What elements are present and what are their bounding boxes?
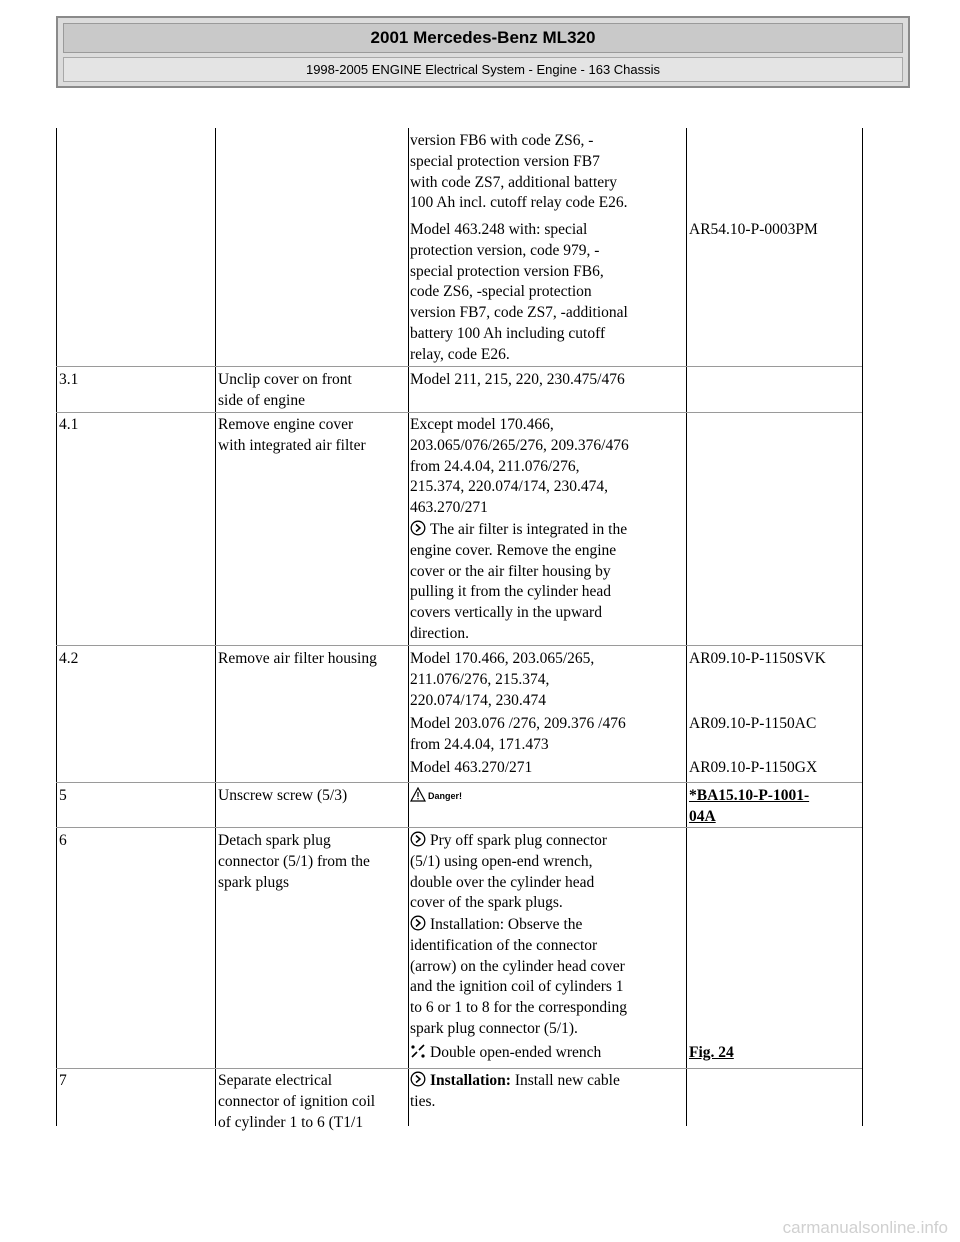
document-title: 2001 Mercedes-Benz ML320 <box>63 23 903 53</box>
cell-note: Installation: Install new cable ties. <box>410 1072 620 1110</box>
cell-tool: Double open-ended wrench <box>410 1043 601 1064</box>
cell-note: version FB6 with code ZS6, - special protection version FB7 with code ZS7, additional battery 100 Ah incl. cutoff relay code E26. <box>410 132 628 212</box>
note-icon <box>410 1071 426 1087</box>
figure-link[interactable]: Fig. 24 <box>689 1044 734 1061</box>
row-divider <box>56 645 862 646</box>
cell-step: 6 <box>59 832 67 849</box>
cell-note: Model 463.248 with: special protection version, code 979, - special protection version FB6, code ZS6, -special protection version FB7, code ZS7, -additional battery 100 Ah including cutoff relay, code E26. <box>410 221 628 363</box>
cell-reference: AR09.10-P-1150AC <box>689 715 817 732</box>
row-divider <box>56 1068 862 1069</box>
cell-step: 3.1 <box>59 371 79 388</box>
cell-reference: AR09.10-P-1150SVK <box>689 650 826 667</box>
cell-note: The air filter is integrated in the engine cover. Remove the engine cover or the air filter housing by pulling it from the cylinder head covers vertically in the upward direction. <box>410 521 628 642</box>
cell-step: 4.1 <box>59 416 79 433</box>
column-divider <box>408 128 409 1126</box>
table-border-left <box>56 128 57 1126</box>
column-divider <box>686 128 687 1126</box>
cell-note: Pry off spark plug connector (5/1) using open-end wrench, double over the cylinder head cover of the spark plugs. <box>410 832 608 912</box>
cell-step: 4.2 <box>59 650 79 667</box>
cell-note: Model 170.466, 203.065/265, 211.076/276, 215.374, 220.074/174, 230.474 <box>410 650 595 709</box>
note-icon <box>410 831 426 847</box>
row-divider <box>56 412 862 413</box>
wrench-icon <box>410 1044 426 1059</box>
danger-note[interactable]: Danger! <box>410 786 462 807</box>
note-icon <box>410 915 426 931</box>
cell-action: Unclip cover on front side of engine <box>218 371 352 409</box>
cell-reference: AR54.10-P-0003PM <box>689 221 818 238</box>
row-divider <box>56 366 862 367</box>
cell-note: Installation: Observe the identification of the connector (arrow) on the cylinder head cover and the ignition coil of cylinders 1 to 6 or 1 to 8 for the corresponding spark plug connector (5/1). <box>410 916 627 1037</box>
row-divider <box>56 782 862 783</box>
cell-action: Remove engine cover with integrated air filter <box>218 416 366 454</box>
cell-note: Model 211, 215, 220, 230.475/476 <box>410 371 625 388</box>
cell-step: 5 <box>59 787 67 804</box>
table-border-right <box>862 128 863 1126</box>
cell-action: Separate electrical connector of ignition coil of cylinder 1 to 6 (T1/1 <box>218 1072 376 1131</box>
cell-note: Model 203.076 /276, 209.376 /476 from 24.4.04, 171.473 <box>410 715 626 753</box>
cell-note: Model 463.270/271 <box>410 759 533 776</box>
warning-triangle-icon <box>410 787 426 802</box>
column-divider <box>215 128 216 1126</box>
cell-note: Except model 170.466, 203.065/076/265/276, 209.376/476 from 24.4.04, 211.076/276, 215.374, 220.074/174, 230.474, 463.270/271 <box>410 416 629 517</box>
cell-action: Unscrew screw (5/3) <box>218 787 348 804</box>
document-subtitle: 1998-2005 ENGINE Electrical System - Engine - 163 Chassis <box>63 57 903 82</box>
document-header <box>56 16 910 88</box>
cell-action: Detach spark plug connector (5/1) from the spark plugs <box>218 832 370 891</box>
cell-action: Remove air filter housing <box>218 650 377 667</box>
cell-reference: AR09.10-P-1150GX <box>689 759 818 776</box>
cell-step: 7 <box>59 1072 67 1089</box>
watermark: carmanualsonline.info <box>782 1218 948 1237</box>
note-icon <box>410 520 426 536</box>
reference-link[interactable]: *BA15.10-P-1001- 04A <box>689 787 810 825</box>
